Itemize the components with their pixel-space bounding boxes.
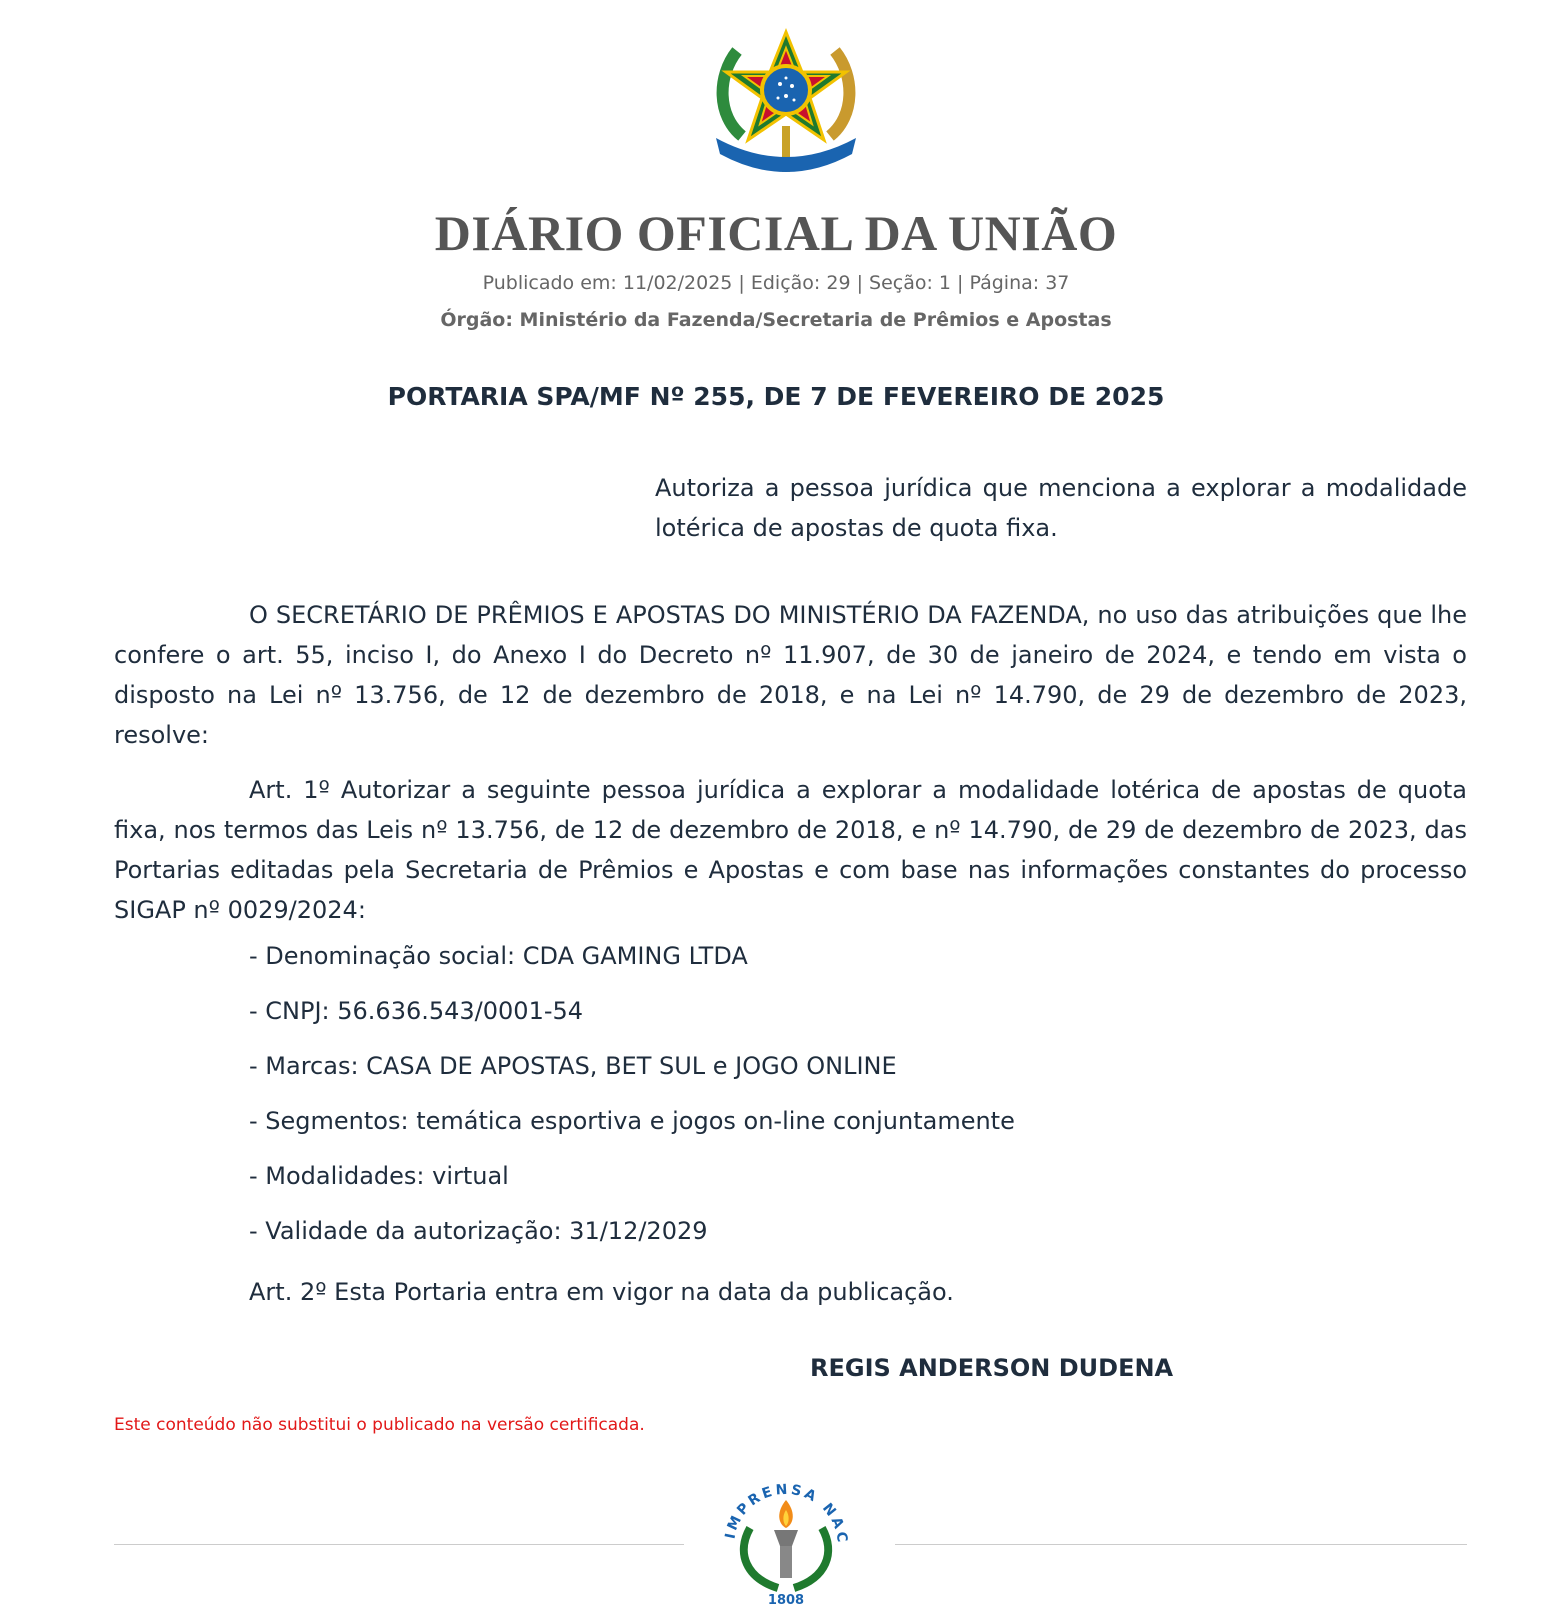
svg-text:IMPRENSA NACIONAL: IMPRENSA NAC — [722, 1481, 851, 1547]
issuing-body: Órgão: Ministério da Fazenda/Secretaria de Prêmios e Apostas — [440, 309, 1112, 331]
preamble-paragraph: O SECRETÁRIO DE PRÊMIOS E APOSTAS DO MINISTÉRIO DA FAZENDA, no uso das atribuições que lhe confere o art. 55, inciso I, do Anexo I do Decreto nº 11.907, de 30 de janeiro de 2024, e tendo em vista o disposto na Lei nº 13.756, de 12 de dezembro de 2018, e na Lei nº 14.790, de 29 de dezembro de 2023, resolve: — [114, 601, 1467, 749]
certified-version-disclaimer: Este conteúdo não substitui o publicado na versão certificada. — [114, 1415, 645, 1435]
list-item: - Denominação social: CDA GAMING LTDA — [249, 942, 748, 970]
company-details-list — [249, 941, 1015, 1271]
portaria-title: PORTARIA SPA/MF Nº 255, DE 7 DE FEVEREIRO DE 2025 — [387, 382, 1165, 411]
imprensa-nacional-logo-icon — [716, 1468, 856, 1608]
gazette-title: DIÁRIO OFICIAL DA UNIÃO — [434, 205, 1118, 261]
svg-text:1808: 1808 — [767, 1593, 805, 1608]
list-item: - CNPJ: 56.636.543/0001-54 — [249, 997, 584, 1025]
list-item: - Validade da autorização: 31/12/2029 — [249, 1217, 708, 1245]
list-item: - Marcas: CASA DE APOSTAS, BET SUL e JOGO ONLINE — [249, 1052, 897, 1080]
footer-divider-left — [114, 1544, 684, 1545]
ementa: Autoriza a pessoa jurídica que menciona a explorar a modalidade lotérica de apostas de quota fixa. — [655, 474, 1467, 542]
signer-name: REGIS ANDERSON DUDENA — [810, 1354, 1174, 1382]
list-item: - Modalidades: virtual — [249, 1162, 509, 1190]
list-item: - Segmentos: temática esportiva e jogos on-line conjuntamente — [249, 1107, 1015, 1135]
footer-divider-right — [895, 1544, 1467, 1545]
article-1-paragraph: Art. 1º Autorizar a seguinte pessoa jurídica a explorar a modalidade lotérica de apostas de quota fixa, nos termos das Leis nº 13.756, de 12 de dezembro de 2018, e nº 14.790, de 29 de dezembro de 2023, das Portarias editadas pela Secretaria de Prêmios e Apostas e com base nas informações constantes do processo SIGAP nº 0029/2024: — [114, 776, 1467, 924]
publication-info: Publicado em: 11/02/2025 | Edição: 29 | Seção: 1 | Página: 37 — [482, 272, 1070, 294]
coat-of-arms-icon — [712, 26, 860, 176]
article-2-paragraph: Art. 2º Esta Portaria entra em vigor na data da publicação. — [249, 1278, 954, 1306]
